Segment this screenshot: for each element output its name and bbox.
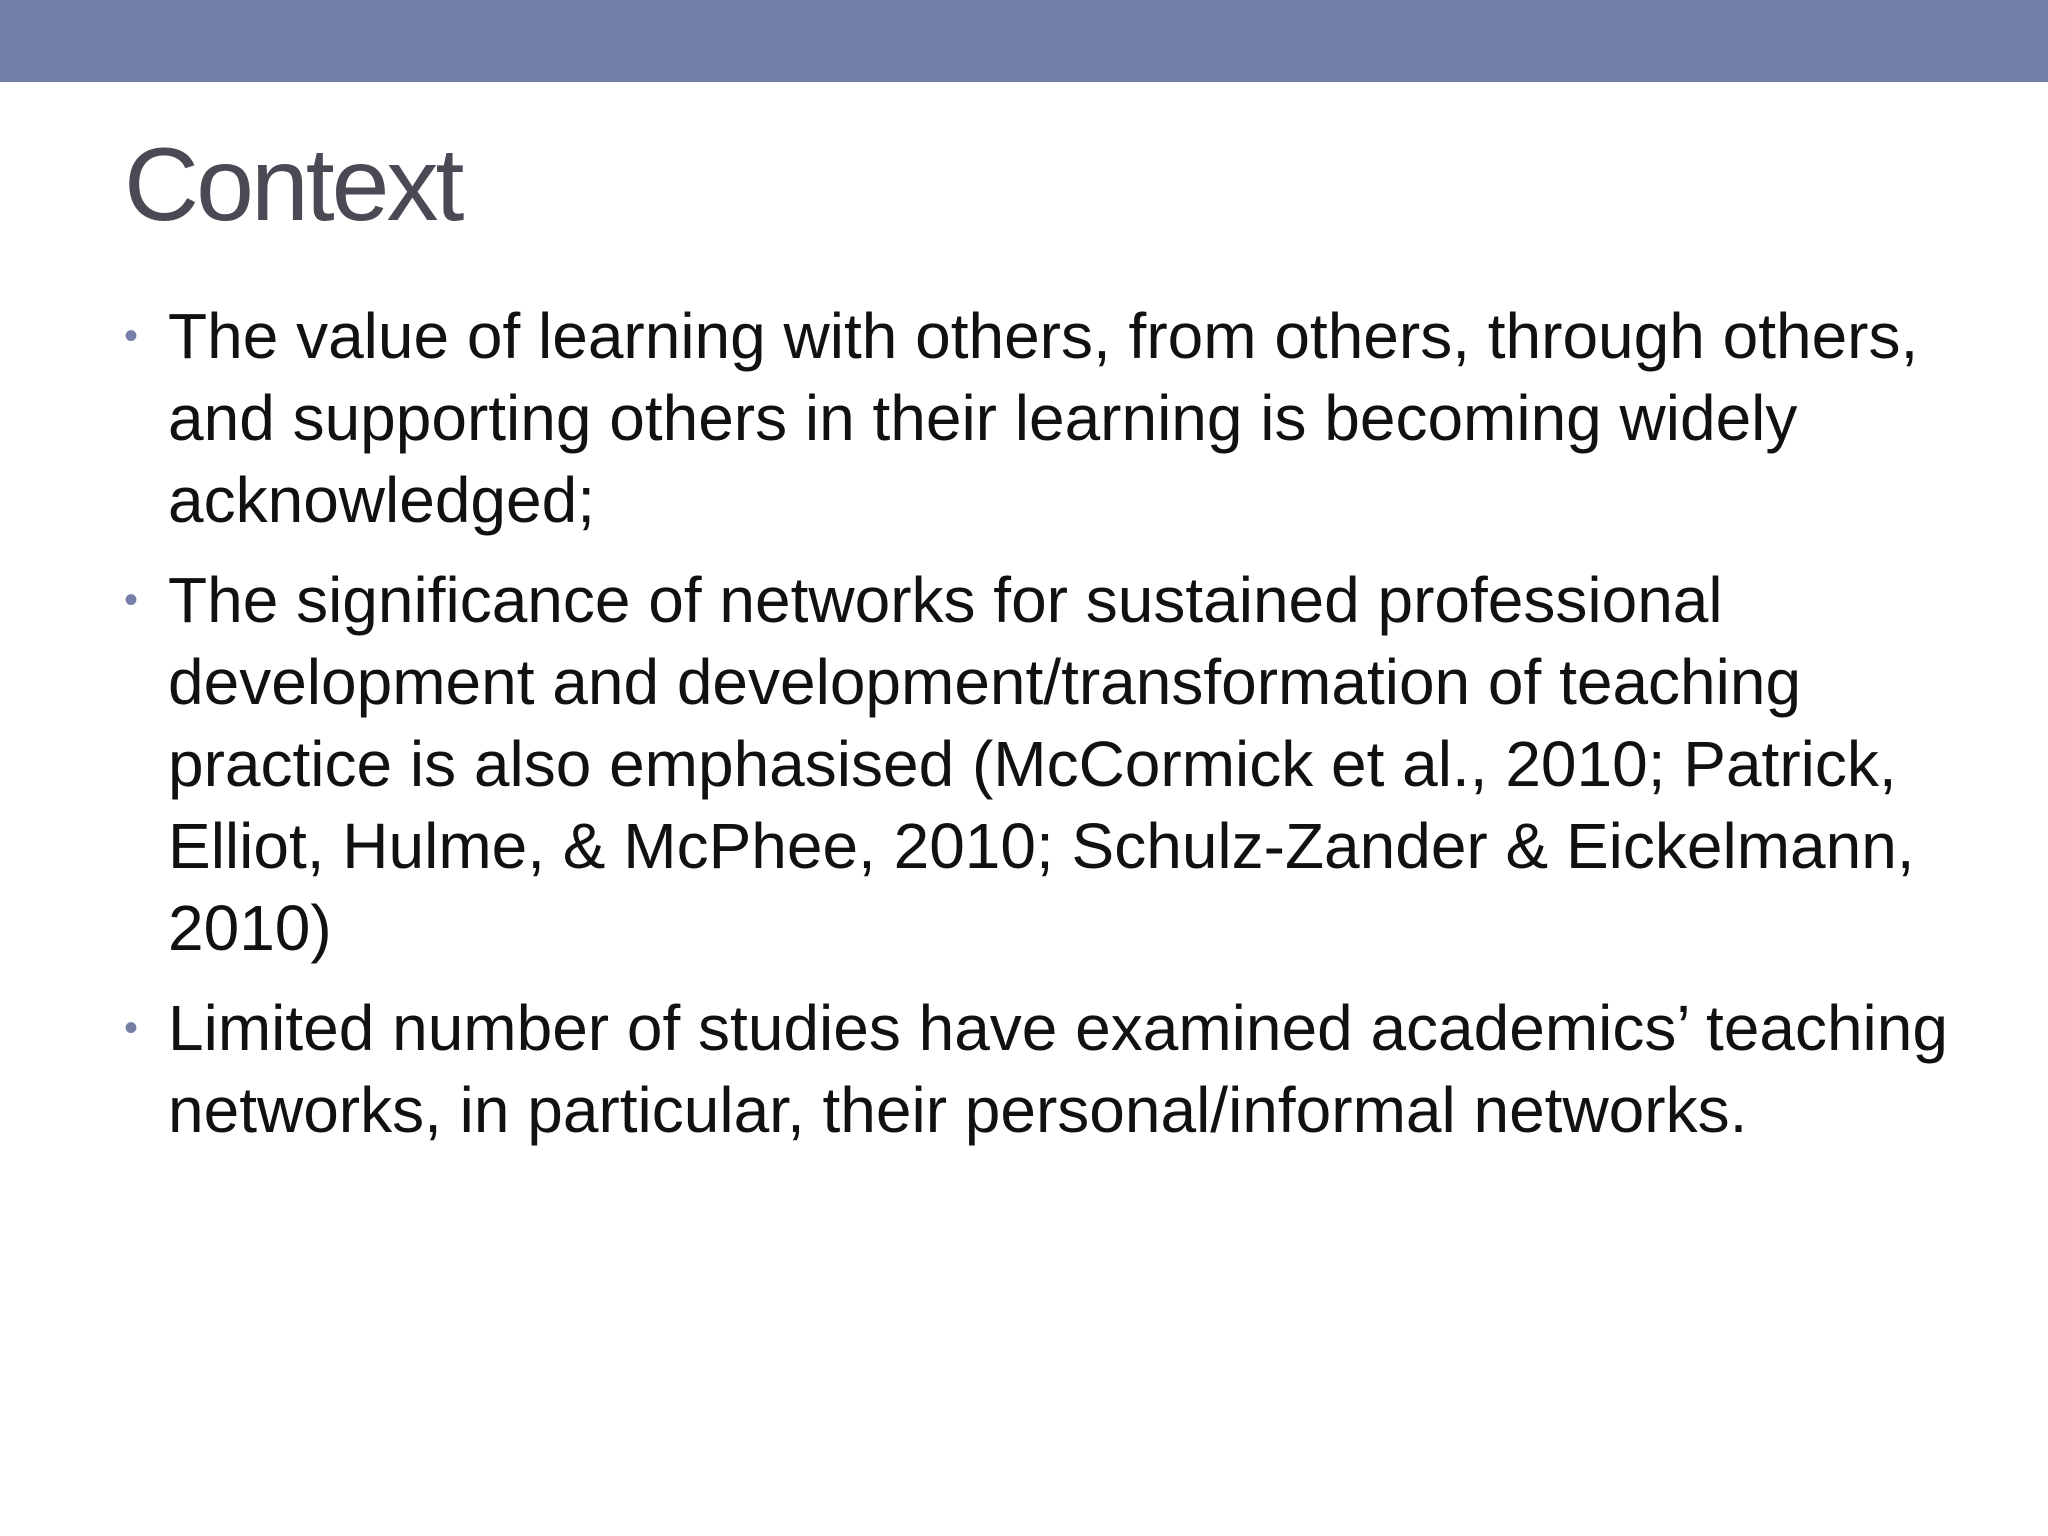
bullet-item bbox=[120, 987, 1950, 1151]
bullet-text: The value of learning with others, from others, through others, and supporting others in their learning is becoming widely acknowledged; bbox=[168, 300, 1919, 536]
bullet-text: Limited number of studies have examined academics’ teaching networks, in particular, their personal/informal networks. bbox=[168, 992, 1948, 1146]
bullet-list bbox=[120, 295, 1950, 1169]
bullet-dot-icon: • bbox=[124, 578, 139, 622]
bullet-dot-icon: • bbox=[124, 1006, 139, 1050]
bullet-dot-icon: • bbox=[124, 314, 139, 358]
bullet-text: The significance of networks for sustained professional development and development/transformation of teaching practice is also emphasised (McCormick et al., 2010; Patrick, Elliot, Hulme, & McPhee, 2010; Schulz-Zander & Eickelmann, 2010) bbox=[168, 564, 1915, 964]
header-band bbox=[0, 0, 2048, 82]
bullet-item bbox=[120, 559, 1950, 969]
bullet-item bbox=[120, 295, 1950, 541]
slide-title: Context bbox=[124, 127, 462, 243]
